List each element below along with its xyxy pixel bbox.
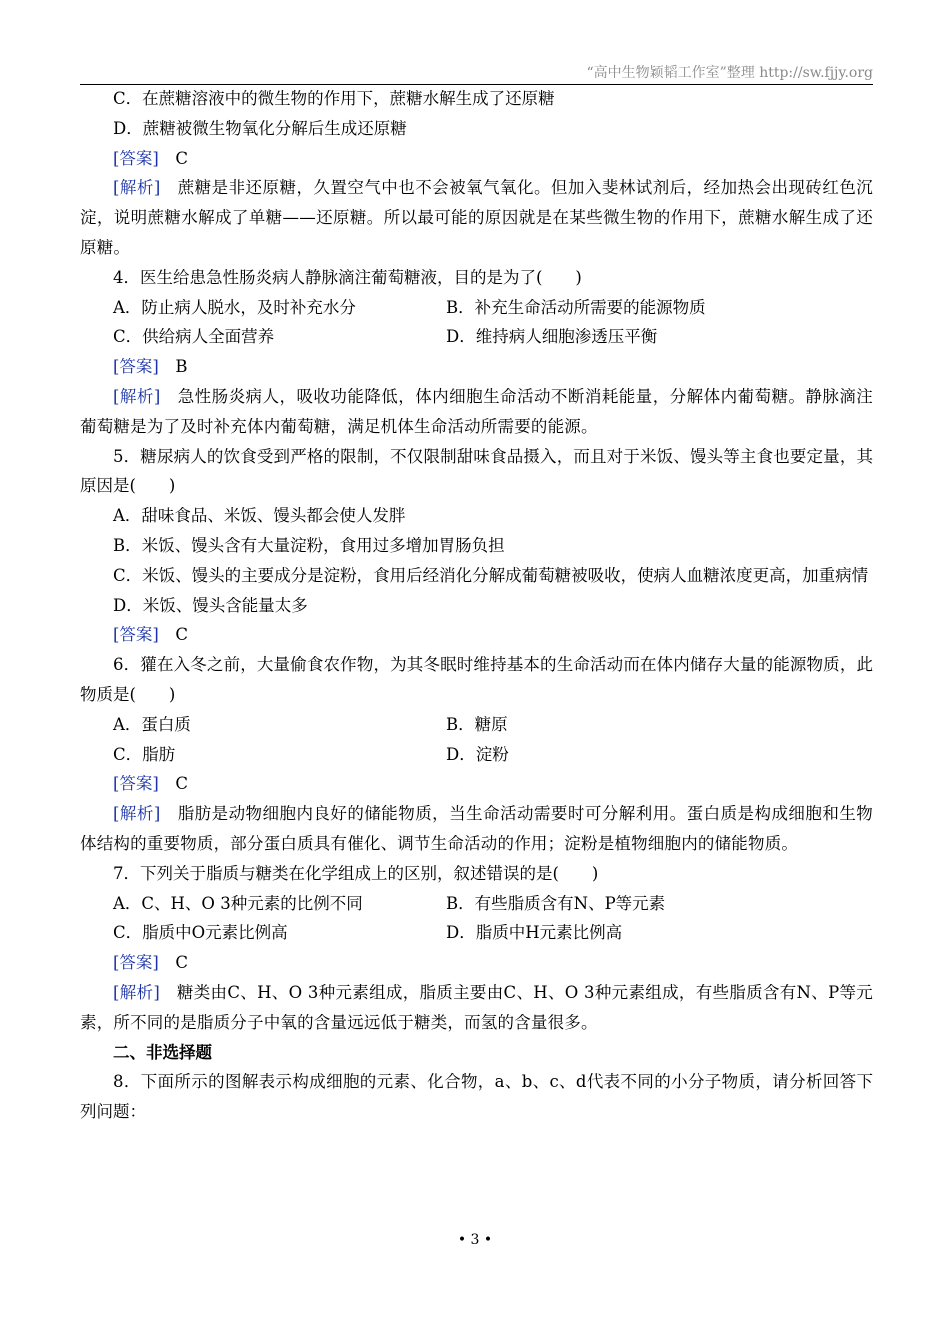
analysis-label: [解析] [113, 982, 160, 1002]
q7-analysis [80, 978, 873, 1038]
q3-analysis [80, 173, 873, 262]
page-header [80, 62, 873, 85]
q5-option-c: C．米饭、馒头的主要成分是淀粉，食用后经消化分解成葡萄糖被吸收，使病人血糖浓度更高，加重病情 [113, 565, 869, 585]
q4-option-b: B．补充生命活动所需要的能源物质 [446, 297, 706, 317]
answer-value: C [175, 953, 188, 973]
analysis-text: 蔗糖是非还原糖，久置空气中也不会被氧气氧化。但加入斐林试剂后，经加热会出现砖红色沉淀，说明蔗糖水解成了单糖——还原糖。所以最可能的原因就是在某些微生物的作用下，蔗糖水解生成了还原糖。 [80, 178, 873, 257]
q3-option-d: D．蔗糖被微生物氧化分解后生成还原糖 [113, 118, 407, 138]
q4-option-c: C．供给病人全面营养 [113, 327, 275, 347]
answer-label: [答案] [113, 774, 159, 794]
q8-stem: 8．下面所示的图解表示构成细胞的元素、化合物，a、b、c、d代表不同的小分子物质，请分析回答下列问题： [80, 1072, 873, 1122]
q6-option-d: D．淀粉 [446, 744, 509, 764]
q4-answer [80, 352, 873, 382]
q5-option-d: D．米饭、馒头含能量太多 [113, 595, 308, 615]
q5-option-b: B．米饭、馒头含有大量淀粉，食用过多增加胃肠负担 [113, 535, 505, 555]
q6-options-row-2 [80, 740, 873, 770]
answer-value: C [175, 148, 188, 168]
q4-option-a: A．防止病人脱水，及时补充水分 [113, 297, 356, 317]
section-title: 二、非选择题 [113, 1042, 212, 1062]
q5-stem: 5．糖尿病人的饮食受到严格的限制，不仅限制甜味食品摄入，而且对于米饭、馒头等主食也要定量，其原因是( ) [80, 446, 873, 496]
analysis-text: 脂肪是动物细胞内良好的储能物质，当生命活动需要时可分解利用。蛋白质是构成细胞和生物体结构的重要物质，部分蛋白质具有催化、调节生命活动的作用；淀粉是植物细胞内的储能物质。 [80, 804, 873, 853]
q4-options-row-1 [80, 293, 873, 323]
q4-options-row-2 [80, 322, 873, 352]
answer-label: [答案] [113, 953, 159, 973]
answer-value: C [175, 625, 188, 645]
answer-label: [答案] [113, 357, 159, 377]
q7-options-row-2 [80, 918, 873, 948]
q3-option-c: C．在蔗糖溶液中的微生物的作用下，蔗糖水解生成了还原糖 [113, 89, 555, 108]
q6-option-c: C．脂肪 [113, 744, 176, 764]
q3-answer [80, 144, 873, 174]
q7-options-row-1 [80, 889, 873, 919]
analysis-label: [解析] [113, 804, 161, 824]
answer-label: [答案] [113, 625, 159, 645]
q4-option-d: D．维持病人细胞渗透压平衡 [446, 327, 658, 347]
q5-answer [80, 620, 873, 650]
analysis-label: [解析] [113, 386, 161, 406]
analysis-label: [解析] [113, 178, 161, 198]
q7-option-d: D．脂质中H元素比例高 [446, 923, 623, 943]
q6-analysis [80, 799, 873, 859]
q7-stem: 7．下列关于脂质与糖类在化学组成上的区别，叙述错误的是( ) [113, 863, 599, 883]
document-body [80, 84, 873, 1127]
q6-options-row-1 [80, 710, 873, 740]
q4-analysis [80, 382, 873, 442]
q6-option-b: B．糖原 [446, 714, 508, 734]
analysis-text: 糖类由C、H、O 3种元素组成，脂质主要由C、H、O 3种元素组成，有些脂质含有N、P等元素，所不同的是脂质分子中氧的含量远远低于糖类，而氢的含量很多。 [80, 982, 873, 1032]
answer-value: B [175, 357, 188, 377]
answer-label: [答案] [113, 148, 159, 168]
q5-option-a: A．甜味食品、米饭、馒头都会使人发胖 [113, 506, 406, 526]
analysis-text: 急性肠炎病人，吸收功能降低，体内细胞生命活动不断消耗能量，分解体内葡萄糖。静脉滴注葡萄糖是为了及时补充体内葡萄糖，满足机体生命活动所需要的能源。 [80, 386, 873, 436]
q4-stem: 4．医生给患急性肠炎病人静脉滴注葡萄糖液，目的是为了( ) [113, 267, 582, 287]
q6-answer [80, 769, 873, 799]
q6-option-a: A．蛋白质 [113, 714, 191, 734]
page-number: • 3 • [457, 1232, 493, 1248]
q6-stem: 6．獾在入冬之前，大量偷食农作物，为其冬眠时维持基本的生命活动而在体内储存大量的能源物质，此物质是( ) [80, 655, 873, 704]
q7-option-b: B．有些脂质含有N、P等元素 [446, 893, 666, 913]
answer-value: C [175, 774, 188, 794]
q7-answer [80, 948, 873, 978]
q7-option-c: C．脂质中O元素比例高 [113, 923, 288, 943]
q7-option-a: A．C、H、O 3种元素的比例不同 [113, 893, 363, 913]
header-text: “高中生物颖韬工作室”整理 http://sw.fjjy.org [586, 65, 873, 81]
